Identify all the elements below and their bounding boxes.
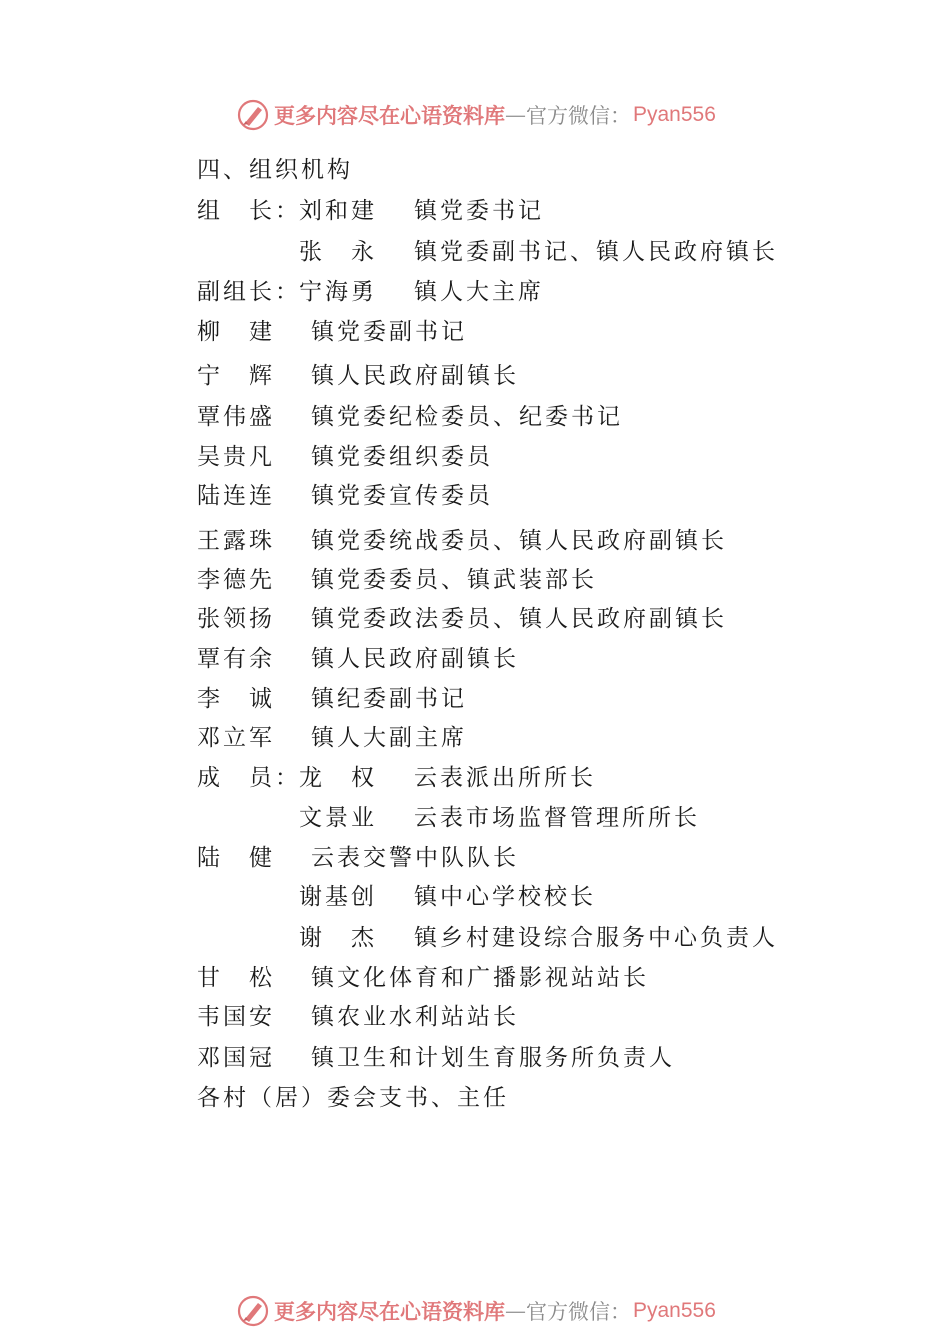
watermark-label: 官方微信： bbox=[526, 104, 631, 128]
deputy-label: 副组长： bbox=[197, 279, 301, 305]
leader-name: 张 永 bbox=[299, 239, 377, 265]
pen-seal-icon bbox=[236, 98, 270, 132]
watermark-dash: — bbox=[505, 1299, 526, 1323]
member-role: 镇党委政法委员、镇人民政府副镇长 bbox=[311, 606, 727, 632]
member-name: 龙 权 bbox=[299, 765, 377, 791]
watermark-label: 官方微信： bbox=[526, 1300, 631, 1324]
member-role: 镇党委组织委员 bbox=[311, 444, 493, 470]
leader-role: 镇党委书记 bbox=[414, 198, 544, 224]
member-name: 文景业 bbox=[299, 805, 377, 831]
member-name: 柳 建 bbox=[197, 319, 275, 345]
watermark-wechat-id: Pyan556 bbox=[633, 103, 716, 126]
member-role: 镇中心学校校长 bbox=[414, 884, 596, 910]
member-name: 宁 辉 bbox=[197, 363, 275, 389]
watermark-wechat-id: Pyan556 bbox=[633, 1299, 716, 1322]
member-role: 镇人民政府副镇长 bbox=[311, 363, 519, 389]
deputy-name: 宁海勇 bbox=[299, 279, 377, 305]
leader-name: 刘和建 bbox=[299, 198, 377, 224]
member-role: 镇党委宣传委员 bbox=[311, 483, 493, 509]
member-name: 谢 杰 bbox=[299, 925, 377, 951]
watermark-brand: 更多内容尽在心语资料库 bbox=[274, 103, 505, 128]
member-role: 镇党委统战委员、镇人民政府副镇长 bbox=[311, 528, 727, 554]
watermark-dash: — bbox=[505, 103, 526, 127]
leader-role: 镇党委副书记、镇人民政府镇长 bbox=[414, 239, 778, 265]
member-role: 镇农业水利站站长 bbox=[311, 1004, 519, 1030]
member-name: 李德先 bbox=[197, 567, 275, 593]
member-role: 镇人民政府副镇长 bbox=[311, 646, 519, 672]
member-name: 韦国安 bbox=[197, 1004, 275, 1030]
member-role: 云表交警中队队长 bbox=[311, 845, 519, 871]
section-title: 四、组织机构 bbox=[197, 157, 353, 183]
member-role: 镇人大副主席 bbox=[311, 725, 467, 751]
member-name: 吴贵凡 bbox=[197, 444, 275, 470]
member-role: 镇乡村建设综合服务中心负责人 bbox=[414, 925, 778, 951]
member-name: 李 诚 bbox=[197, 686, 275, 712]
member-name: 甘 松 bbox=[197, 965, 275, 991]
member-role: 镇纪委副书记 bbox=[311, 686, 467, 712]
member-name: 陆 健 bbox=[197, 845, 275, 871]
member-name: 邓国冠 bbox=[197, 1045, 275, 1071]
watermark-header bbox=[236, 95, 716, 135]
member-name: 覃有余 bbox=[197, 646, 275, 672]
member-role: 镇党委委员、镇武装部长 bbox=[311, 567, 597, 593]
member-role: 镇党委纪检委员、纪委书记 bbox=[311, 404, 623, 430]
member-role: 镇卫生和计划生育服务所负责人 bbox=[311, 1045, 675, 1071]
closing-line: 各村（居）委会支书、主任 bbox=[197, 1085, 509, 1111]
member-name: 陆连连 bbox=[197, 483, 275, 509]
member-name: 王露珠 bbox=[197, 528, 275, 554]
member-name: 邓立军 bbox=[197, 725, 275, 751]
member-name: 覃伟盛 bbox=[197, 404, 275, 430]
member-role: 镇党委副书记 bbox=[311, 319, 467, 345]
leader-label: 组 长： bbox=[197, 198, 301, 224]
watermark-brand: 更多内容尽在心语资料库 bbox=[274, 1299, 505, 1324]
member-role: 云表市场监督管理所所长 bbox=[414, 805, 700, 831]
watermark-footer bbox=[236, 1291, 716, 1331]
members-label: 成 员： bbox=[197, 765, 301, 791]
member-name: 张领扬 bbox=[197, 606, 275, 632]
member-role: 云表派出所所长 bbox=[414, 765, 596, 791]
deputy-role: 镇人大主席 bbox=[414, 279, 544, 305]
member-name: 谢基创 bbox=[299, 884, 377, 910]
member-role: 镇文化体育和广播影视站站长 bbox=[311, 965, 649, 991]
pen-seal-icon bbox=[236, 1294, 270, 1328]
